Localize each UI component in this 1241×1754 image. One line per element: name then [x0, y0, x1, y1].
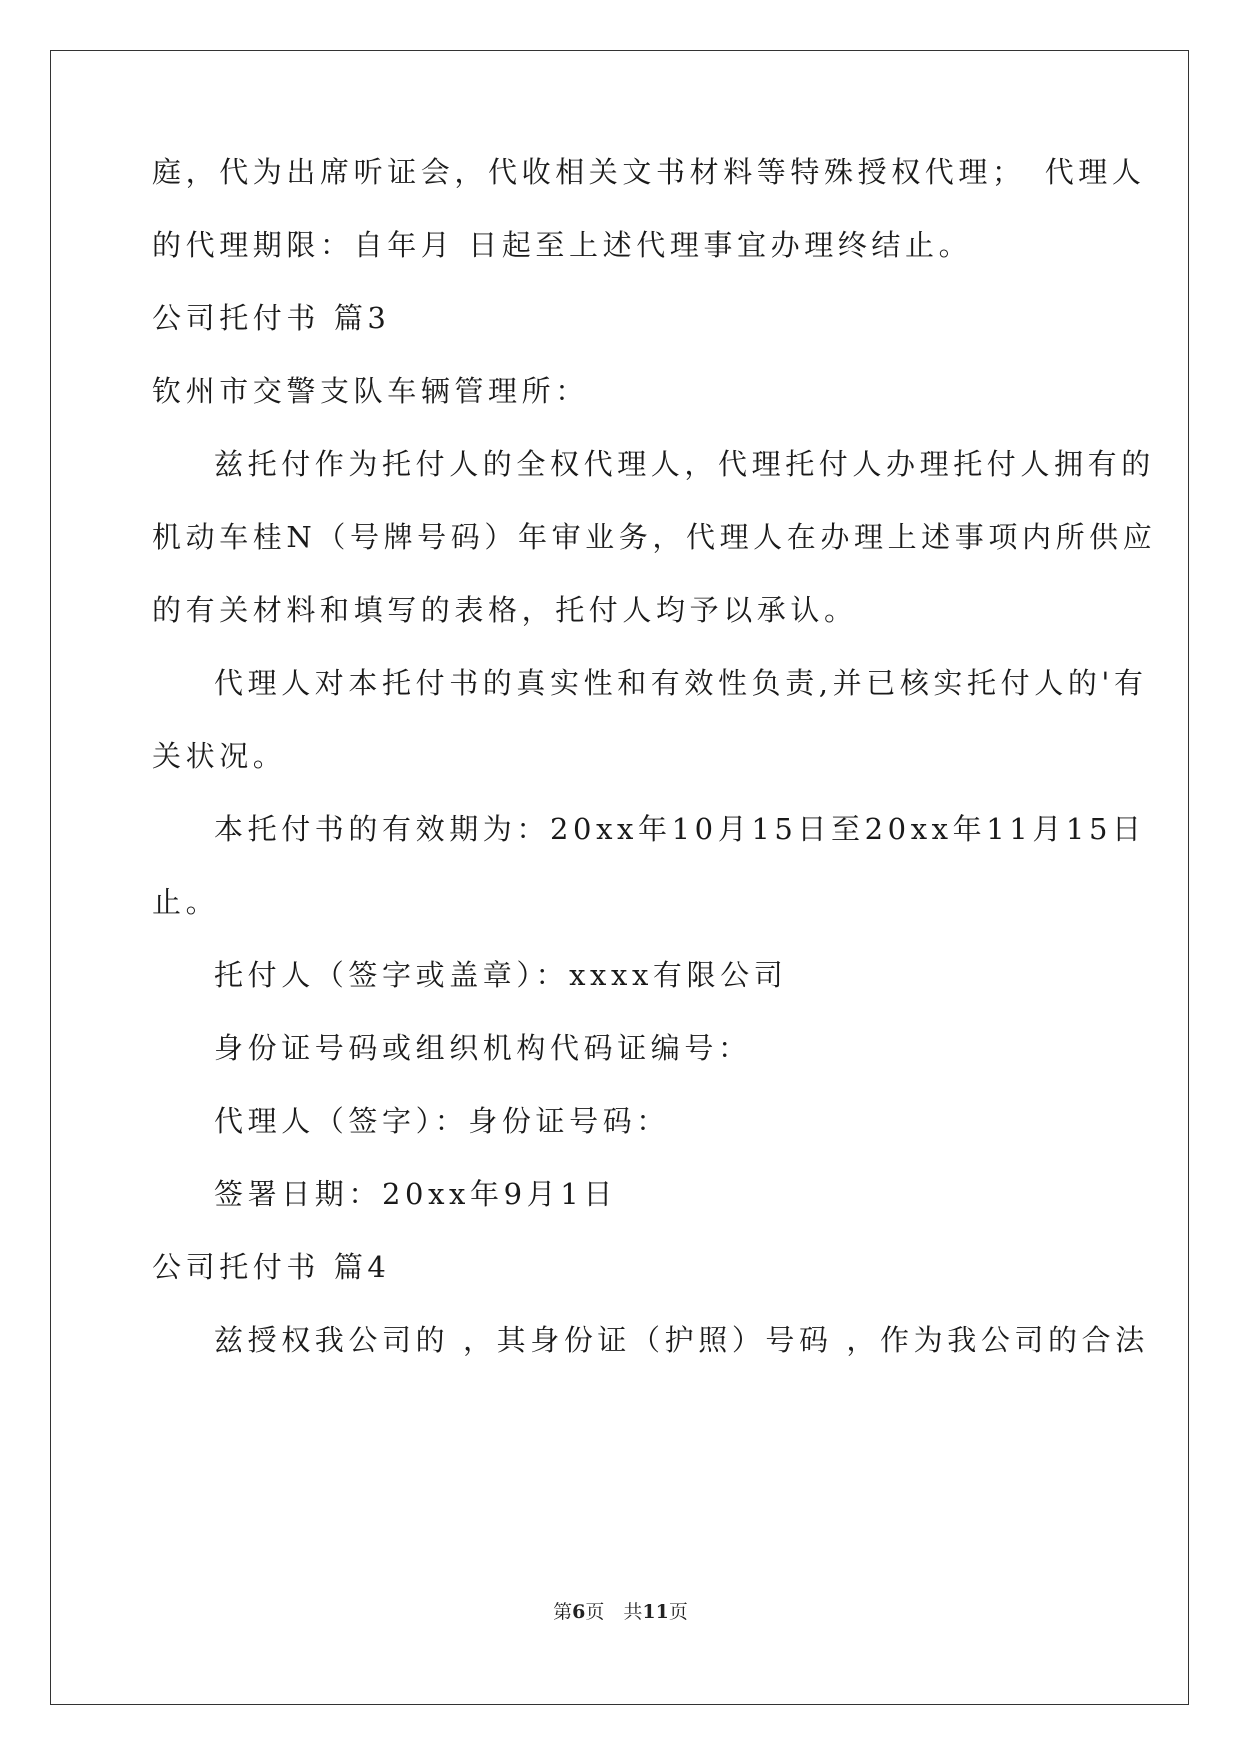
principal-signature: 托付人（签字或盖章）：xxxx有限公司 — [214, 958, 788, 992]
body-line-1: 庭，代为出席听证会，代收相关文书材料等特殊授权代理； 代理人 — [152, 155, 1146, 189]
body-line-2: 的代理期限：自年月 日起至上述代理事宜办理终结止。 — [152, 228, 973, 262]
body-line-6: 机动车桂N（号牌号码）年审业务，代理人在办理上述事项内所供应 — [152, 520, 1157, 554]
signing-date: 签署日期：20xx年9月1日 — [214, 1177, 617, 1211]
body-line-7: 的有关材料和填写的表格，托付人均予以承认。 — [152, 593, 858, 627]
footer-mid: 页 共 — [585, 1601, 643, 1623]
body-line-17: 兹授权我公司的 ，其身份证（护照）号码 ，作为我公司的合法 — [214, 1323, 1149, 1357]
validity-line: 本托付书的有效期为：20xx年10月15日至20xx年11月15日 — [214, 812, 1146, 846]
section-heading-3: 公司托付书 篇3 — [152, 301, 391, 335]
footer-suffix: 页 — [668, 1601, 688, 1623]
addressee: 钦州市交警支队车辆管理所： — [152, 374, 589, 408]
body-line-8: 代理人对本托付书的真实性和有效性负责,并已核实托付人的'有 — [214, 666, 1148, 700]
body-line-9: 关状况。 — [152, 739, 287, 773]
body-line-11: 止。 — [152, 885, 220, 919]
page-footer — [0, 1600, 1241, 1624]
body-line-5: 兹托付作为托付人的全权代理人，代理托付人办理托付人拥有的 — [214, 447, 1155, 481]
agent-signature: 代理人（签字）：身份证号码： — [214, 1104, 670, 1138]
footer-page-total: 11 — [642, 1601, 669, 1623]
footer-prefix: 第 — [553, 1601, 573, 1623]
footer-page-number: 6 — [572, 1601, 586, 1623]
id-number-line: 身份证号码或组织机构代码证编号： — [214, 1031, 752, 1065]
section-heading-4: 公司托付书 篇4 — [152, 1250, 391, 1284]
